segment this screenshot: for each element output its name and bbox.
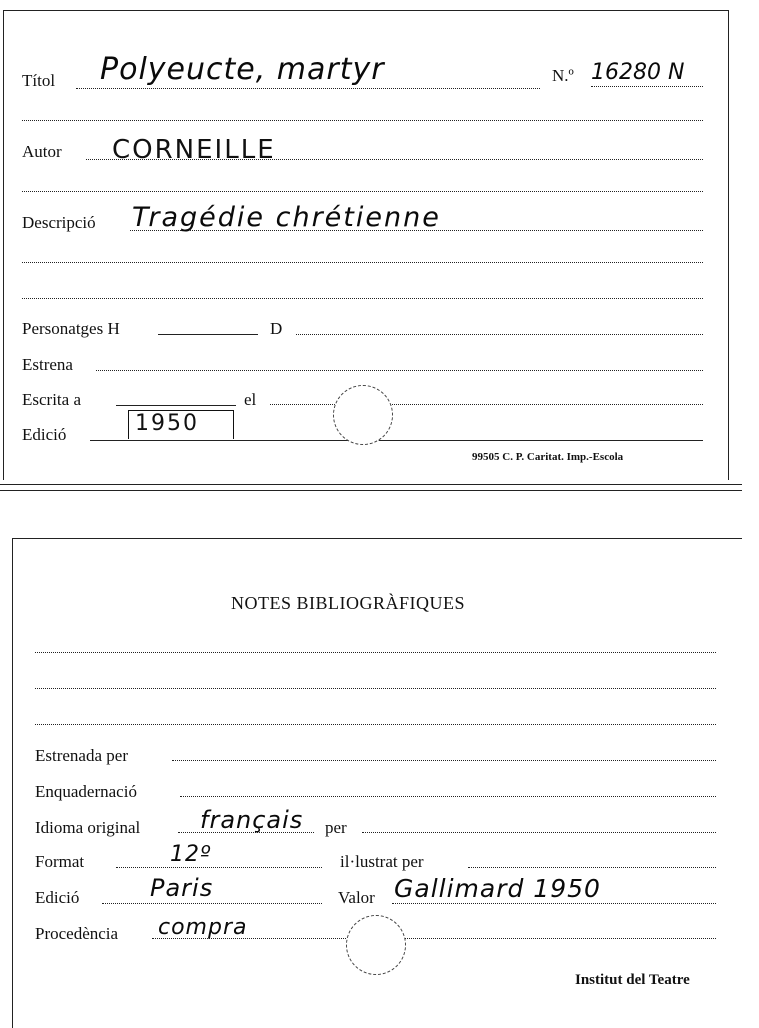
printer-line: 99505 C. P. Caritat. Imp.-Escola: [472, 451, 624, 463]
procedencia-value: compra: [158, 915, 248, 940]
notes-line-2: [35, 688, 716, 689]
front-card-right-border: [728, 10, 729, 480]
front-line-4: [22, 191, 703, 192]
back-card-left-border: [12, 538, 13, 1028]
idioma-value: français: [200, 806, 304, 834]
back-edicio-value: Paris: [150, 874, 214, 902]
format-value: 12º: [170, 842, 212, 867]
per-line: [362, 832, 716, 833]
titol-value: Polyeucte, martyr: [100, 52, 385, 87]
estrenada-line: [172, 760, 716, 761]
autor-value: CORNEILLE: [112, 135, 276, 165]
valor-value: Gallimard 1950: [394, 874, 601, 903]
institution-label: Institut del Teatre: [575, 972, 690, 988]
enquadernacio-line: [180, 796, 716, 797]
titol-line: [76, 88, 540, 89]
descripcio-value: Tragédie chrétienne: [132, 202, 441, 233]
front-line-6: [22, 262, 703, 263]
titol-label: Títol: [22, 71, 56, 90]
punch-hole-back: [346, 915, 406, 975]
back-edicio-label: Edició: [35, 888, 80, 907]
front-card-bottom-border-2: [0, 490, 742, 491]
num-value: 16280 N: [591, 60, 685, 85]
num-line: [591, 86, 703, 87]
idioma-label: Idioma original: [35, 818, 141, 837]
el-label: el: [244, 390, 257, 409]
num-label: N.º: [552, 66, 574, 85]
procedencia-label: Procedència: [35, 924, 119, 943]
back-card-top-border: [12, 538, 742, 539]
escrita-line: [116, 405, 236, 406]
illustrat-line: [468, 867, 716, 868]
valor-line: [392, 903, 716, 904]
front-card-left-border: [3, 10, 4, 480]
notes-heading: NOTES BIBLIOGRÀFIQUES: [231, 593, 466, 613]
format-label: Format: [35, 852, 85, 871]
punch-hole-front: [333, 385, 393, 445]
enquadernacio-label: Enquadernació: [35, 782, 137, 801]
notes-line-3: [35, 724, 716, 725]
format-line: [116, 867, 322, 868]
personatges-label: Personatges H: [22, 319, 120, 338]
front-line-2: [22, 120, 703, 121]
estrena-label: Estrena: [22, 355, 73, 374]
autor-label: Autor: [22, 142, 62, 161]
notes-line-1: [35, 652, 716, 653]
personatges-d-line: [296, 334, 703, 335]
d-label: D: [270, 319, 283, 338]
edicio-label: Edició: [22, 425, 67, 444]
estrena-line: [96, 370, 703, 371]
front-line-7: [22, 298, 703, 299]
estrenada-label: Estrenada per: [35, 746, 128, 765]
edicio-value: 1950: [135, 411, 199, 436]
escrita-label: Escrita a: [22, 390, 81, 409]
valor-label: Valor: [338, 888, 375, 907]
front-card-bottom-border: [0, 484, 742, 485]
back-edicio-line: [102, 903, 322, 904]
per-label: per: [325, 818, 347, 837]
descripcio-label: Descripció: [22, 213, 96, 232]
personatges-h-line: [158, 334, 258, 335]
edicio-line: [90, 440, 703, 441]
front-card-top-border: [3, 10, 728, 11]
illustrat-label: il·lustrat per: [340, 852, 424, 871]
